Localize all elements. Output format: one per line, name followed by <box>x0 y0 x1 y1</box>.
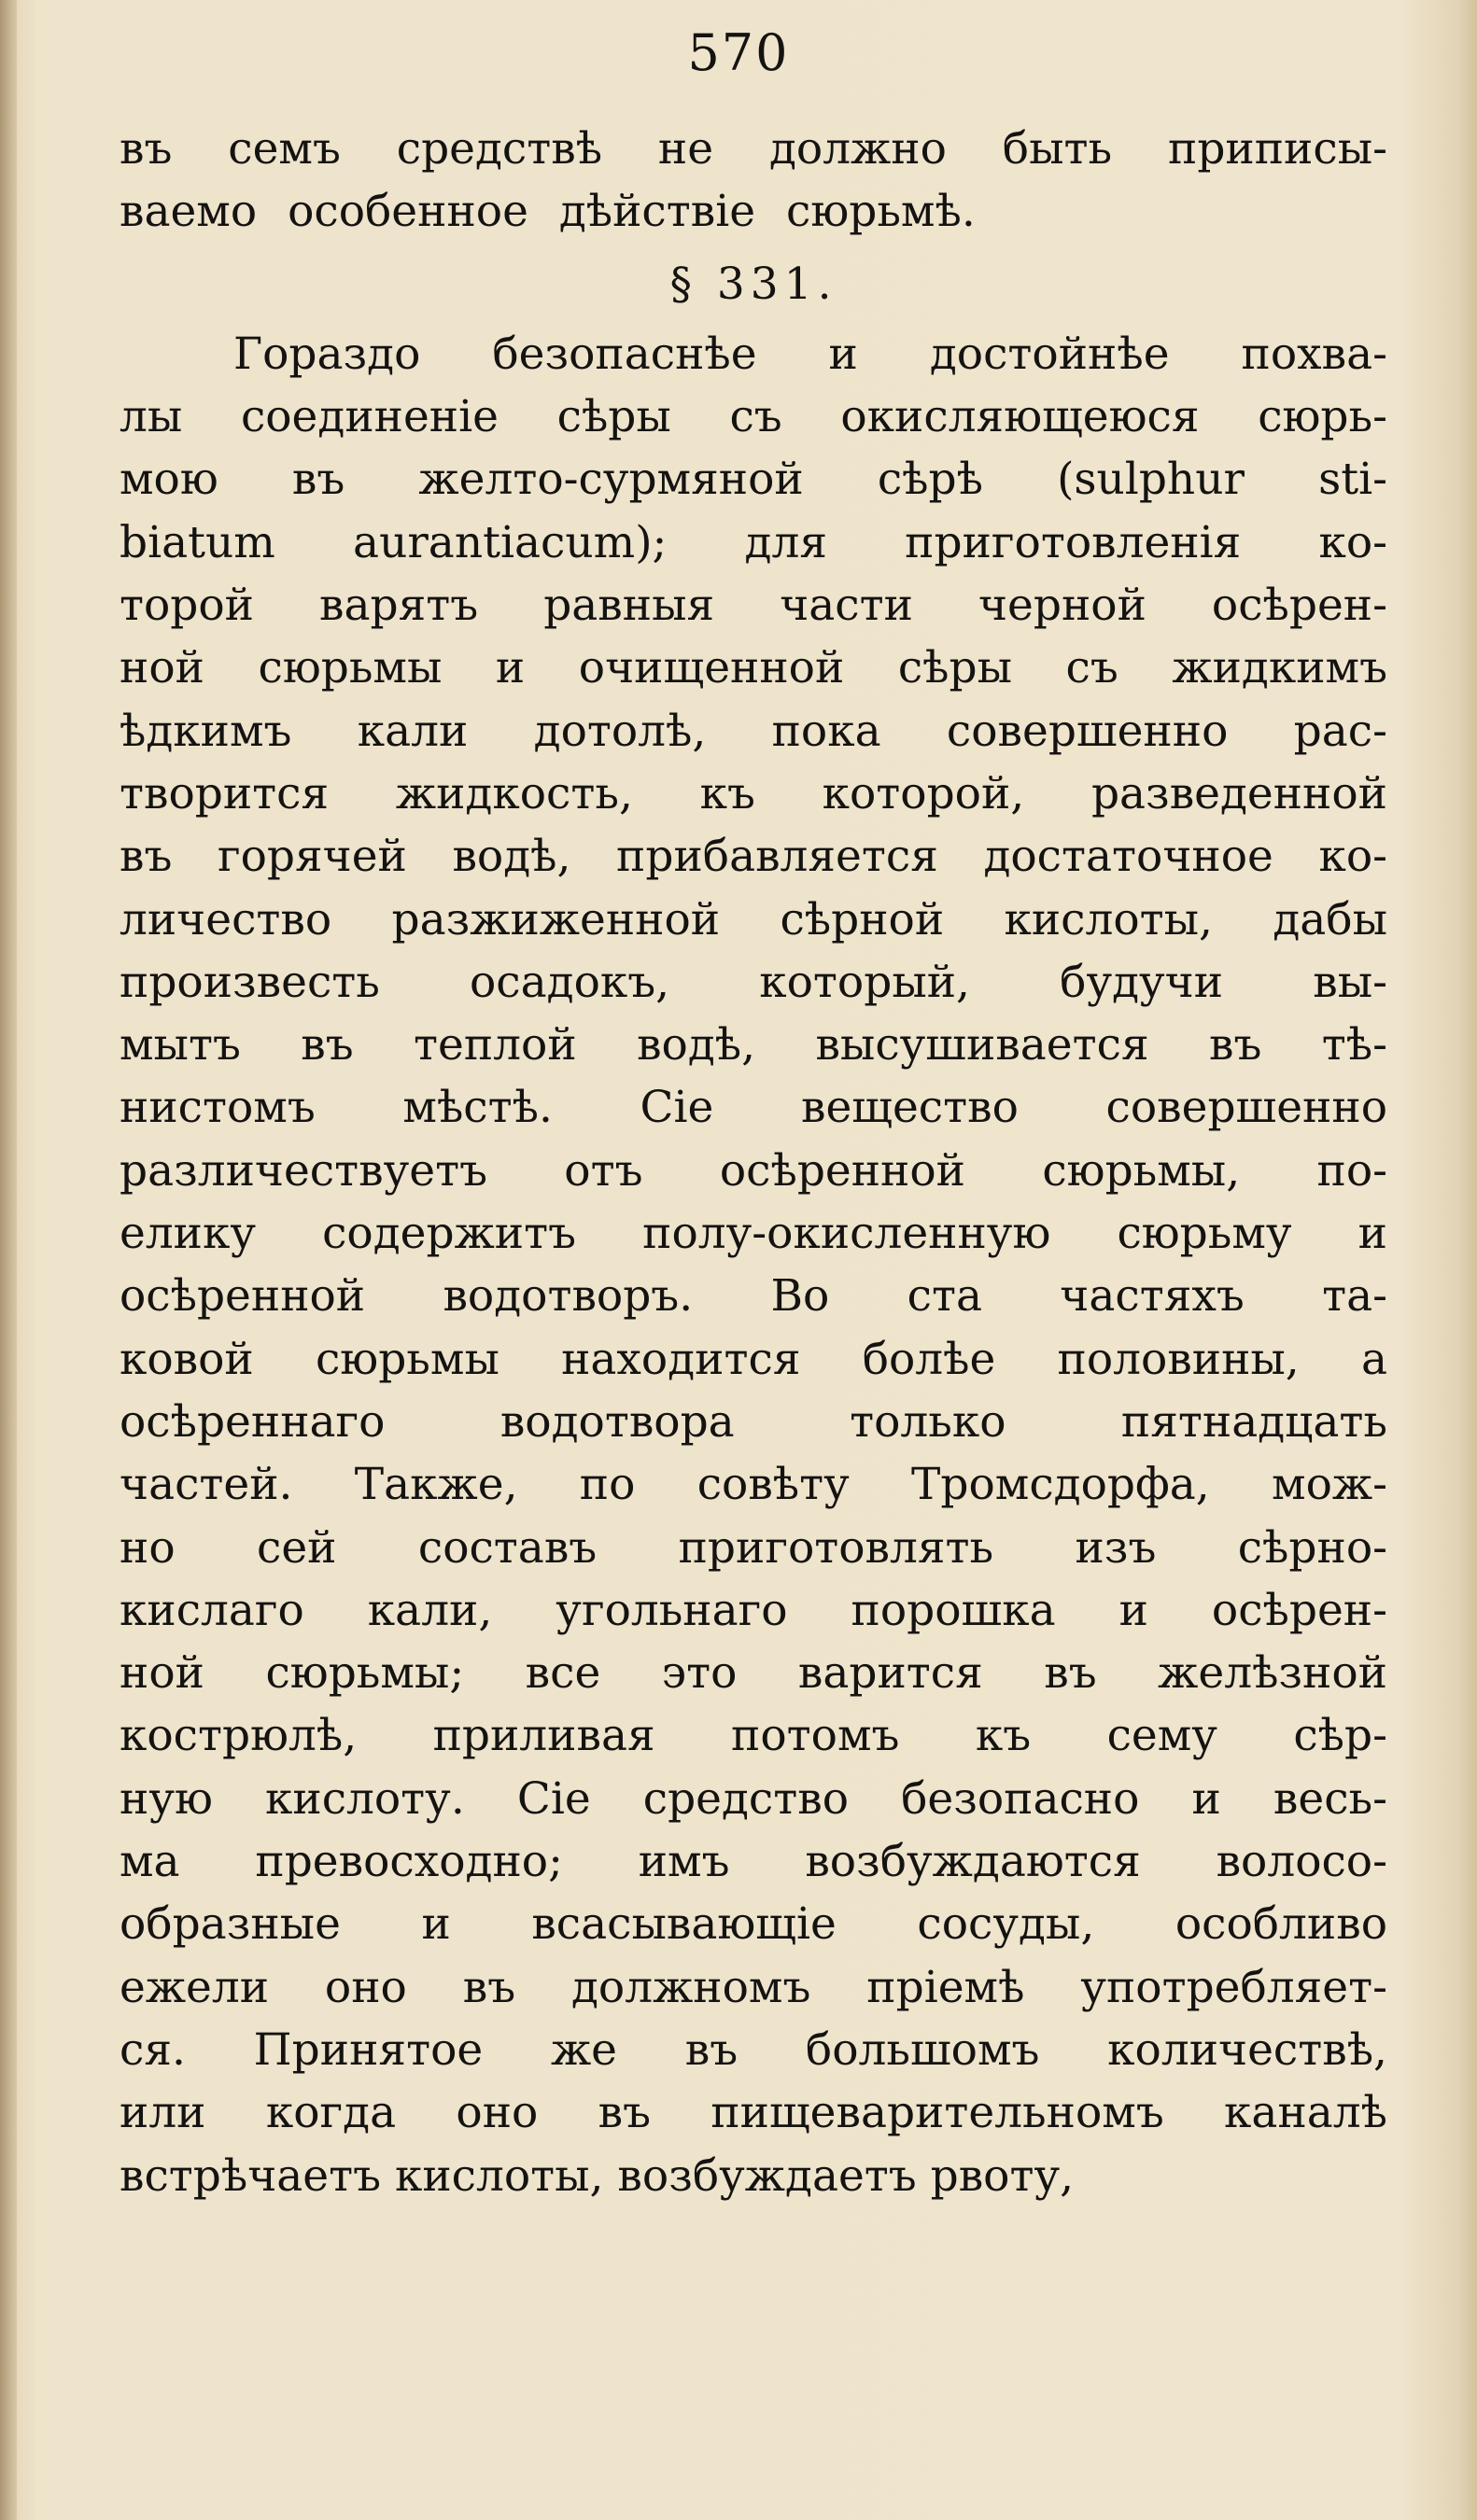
text-line: но сей составъ приготовлять изъ сѣрно- <box>120 1521 1387 1574</box>
text-line: Гораздо безопаснѣе и достойнѣе похва- <box>233 328 1387 380</box>
text-line: ной сюрьмы и очищенной сѣры съ жидкимъ <box>120 642 1387 694</box>
text-line: въ семъ средствѣ не должно быть приписы- <box>120 123 1387 175</box>
text-line: ковой сюрьмы находится болѣе половины, а <box>120 1333 1387 1385</box>
text-line: ную кислоту. Сіе средство безопасно и весь- <box>120 1772 1387 1825</box>
text-line: ѣдкимъ кали дотолѣ, пока совершенно рас- <box>120 705 1387 757</box>
text-line: ваемо особенное дѣйствіе сюрьмѣ. <box>120 186 976 238</box>
text-line: различествуетъ отъ осѣренной сюрьмы, по- <box>120 1144 1387 1197</box>
text-line: мою въ желто-сурмяной сѣрѣ (sulphur sti- <box>120 454 1387 506</box>
text-line: елику содержитъ полу-окисленную сюрьму и <box>120 1208 1387 1260</box>
body-text <box>120 118 1387 2207</box>
text-line: ежели оно въ должномъ пріемѣ употребляет- <box>120 1961 1387 2013</box>
page-binding-edge <box>0 0 17 2520</box>
text-line: въ горячей водѣ, прибавляется достаточное ко- <box>120 831 1387 883</box>
text-line: образные и всасывающіе сосуды, особливо <box>120 1898 1387 1951</box>
text-line: ся. Принятое же въ большомъ количествѣ, <box>120 2023 1387 2076</box>
text-line: частей. Также, по совѣту Тромсдорфа, мож- <box>120 1459 1387 1511</box>
text-line: творится жидкость, къ которой, разведенной <box>120 767 1387 819</box>
text-line: торой варятъ равныя части черной осѣрен- <box>120 580 1387 632</box>
text-line: кострюлѣ, приливая потомъ къ сему сѣр- <box>120 1710 1387 1762</box>
text-line: лы соединеніе сѣры съ окисляющеюся сюрь- <box>120 391 1387 443</box>
text-line: нистомъ мѣстѣ. Сіе вещество совершенно <box>120 1082 1387 1134</box>
text-line: осѣренной водотворъ. Во ста частяхъ та- <box>120 1270 1387 1323</box>
text-line: встрѣчаетъ кислоты, возбуждаетъ рвоту, <box>120 2149 1075 2202</box>
text-line: осѣреннаго водотвора только пятнадцать <box>120 1395 1387 1448</box>
text-line: biatum aurantiacum); для приготовленія ко- <box>120 516 1387 568</box>
text-line: личество разжиженной сѣрной кислоты, дабы <box>120 893 1387 945</box>
text-line: или когда оно въ пищеварительномъ каналѣ <box>120 2087 1387 2139</box>
page-number: 570 <box>687 23 790 82</box>
text-line: ной сюрьмы; все это варится въ желѣзной <box>120 1647 1387 1700</box>
text-line: ма превосходно; имъ возбуждаются волосо- <box>120 1836 1387 1888</box>
section-heading: § 331. <box>669 258 837 310</box>
text-line: кислаго кали, угольнаго порошка и осѣрен- <box>120 1584 1387 1636</box>
text-line: мытъ въ теплой водѣ, высушивается въ тѣ- <box>120 1019 1387 1071</box>
text-line: произвесть осадокъ, который, будучи вы- <box>120 956 1387 1008</box>
